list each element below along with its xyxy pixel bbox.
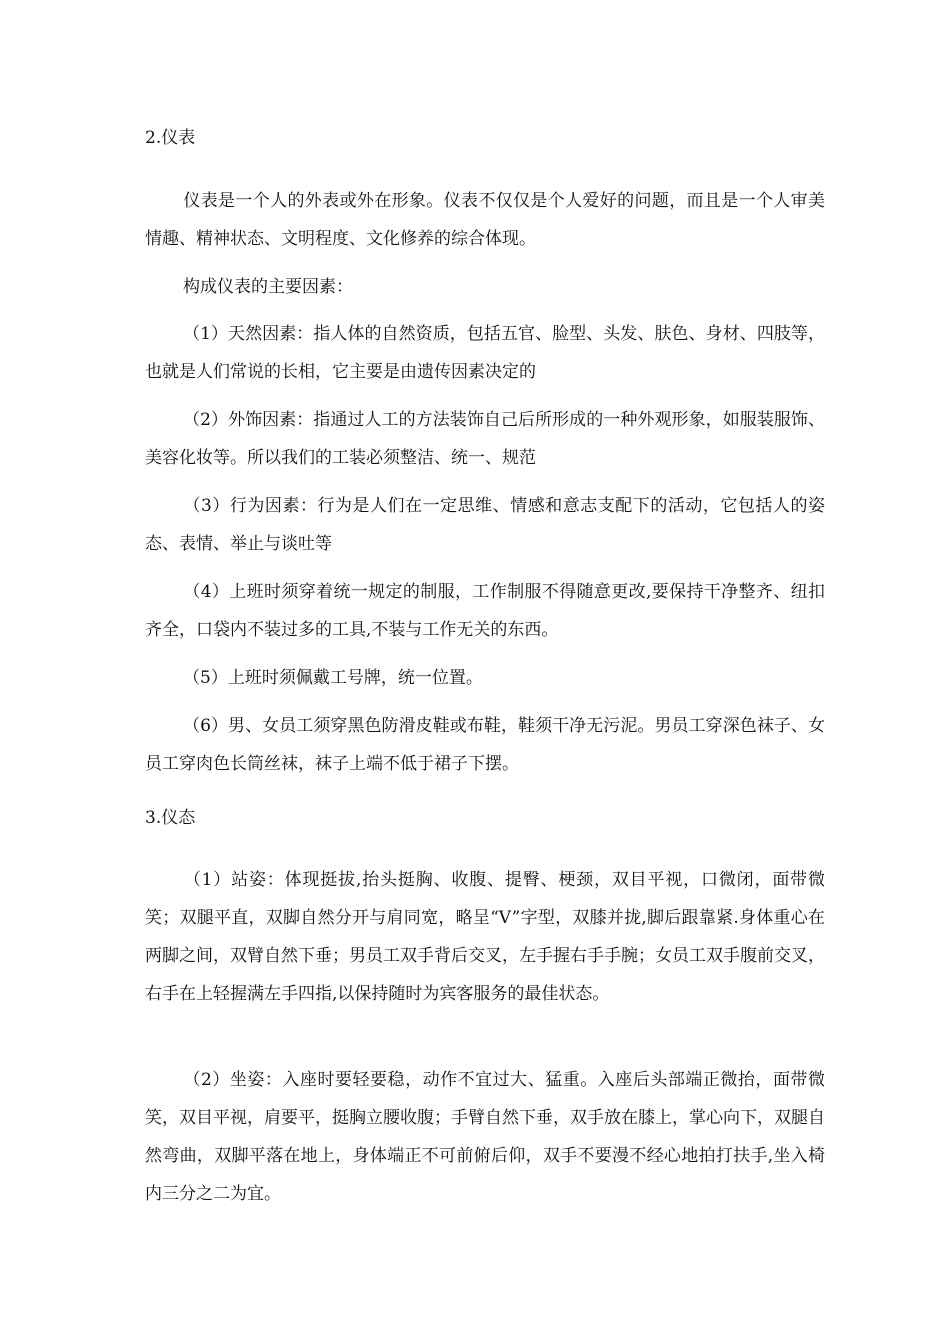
list-item-text: （2）坐姿：入座时要轻要稳，动作不宜过大、猛重。入座后头部端正微抬，面带微笑，双目平视，肩要平，挺胸立腰收腹；手臂自然下垂，双手放在膝上，掌心向下，双腿自然弯曲，双脚平落在地上，身体端正不可前俯后仰，双手不要漫不经心地拍打扶手,坐入椅内三分之二为宜。 bbox=[145, 1070, 825, 1204]
list-item-text: （6）男、女员工须穿黑色防滑皮鞋或布鞋，鞋须干净无污泥。男员工穿深色袜子、女员工穿肉色长筒丝袜，袜子上端不低于裙子下摆。 bbox=[145, 716, 825, 774]
list-item-text: （4）上班时须穿着统一规定的制服，工作制服不得随意更改,要保持干净整齐、纽扣齐全，口袋内不装过多的工具,不装与工作无关的东西。 bbox=[145, 582, 825, 640]
section-3-heading: 3.仪态 bbox=[145, 808, 196, 828]
list-item-text: （1）站姿：体现挺拔,抬头挺胸、收腹、提臀、梗颈，双目平视，口微闭，面带微笑；双腿平直，双脚自然分开与肩同宽，略呈“V”字型，双膝并拢,脚后跟靠紧.身体重心在两脚之间，双臂自然下垂；男员工双手背后交叉，左手握右手手腕；女员工双手腹前交叉，右手在上轻握满左手四指,以保持随时为宾客服务的最佳状态。 bbox=[145, 870, 825, 1004]
list-item-badge-rule bbox=[145, 659, 825, 697]
paragraph-factors-intro bbox=[145, 268, 825, 306]
list-item-text: （1）天然因素：指人体的自然资质，包括五官、脸型、头发、肤色、身材、四肢等，也就是人们常说的长相，它主要是由遗传因素决定的 bbox=[145, 324, 825, 382]
list-item-natural-factors bbox=[145, 315, 825, 391]
list-item-standing-posture bbox=[145, 861, 825, 1013]
list-item-text: （2）外饰因素：指通过人工的方法装饰自己后所形成的一种外观形象，如服装服饰、美容化妆等。所以我们的工装必须整洁、统一、规范 bbox=[145, 410, 825, 468]
section-2-heading: 2.仪表 bbox=[145, 128, 196, 148]
list-item-shoes-rule bbox=[145, 707, 825, 783]
paragraph-appearance-intro bbox=[145, 182, 825, 258]
list-item-decoration-factors bbox=[145, 401, 825, 477]
paragraph-text: 仪表是一个人的外表或外在形象。仪表不仅仅是个人爱好的问题，而且是一个人审美情趣、精神状态、文明程度、文化修养的综合体现。 bbox=[145, 191, 825, 249]
list-item-text: （3）行为因素：行为是人们在一定思维、情感和意志支配下的活动，它包括人的姿态、表情、举止与谈吐等 bbox=[145, 496, 825, 554]
list-item-sitting-posture bbox=[145, 1061, 825, 1213]
list-item-uniform-rule bbox=[145, 573, 825, 649]
paragraph-text: 构成仪表的主要因素： bbox=[183, 277, 353, 297]
list-item-behavior-factors bbox=[145, 487, 825, 563]
list-item-text: （5）上班时须佩戴工号牌，统一位置。 bbox=[183, 668, 483, 688]
